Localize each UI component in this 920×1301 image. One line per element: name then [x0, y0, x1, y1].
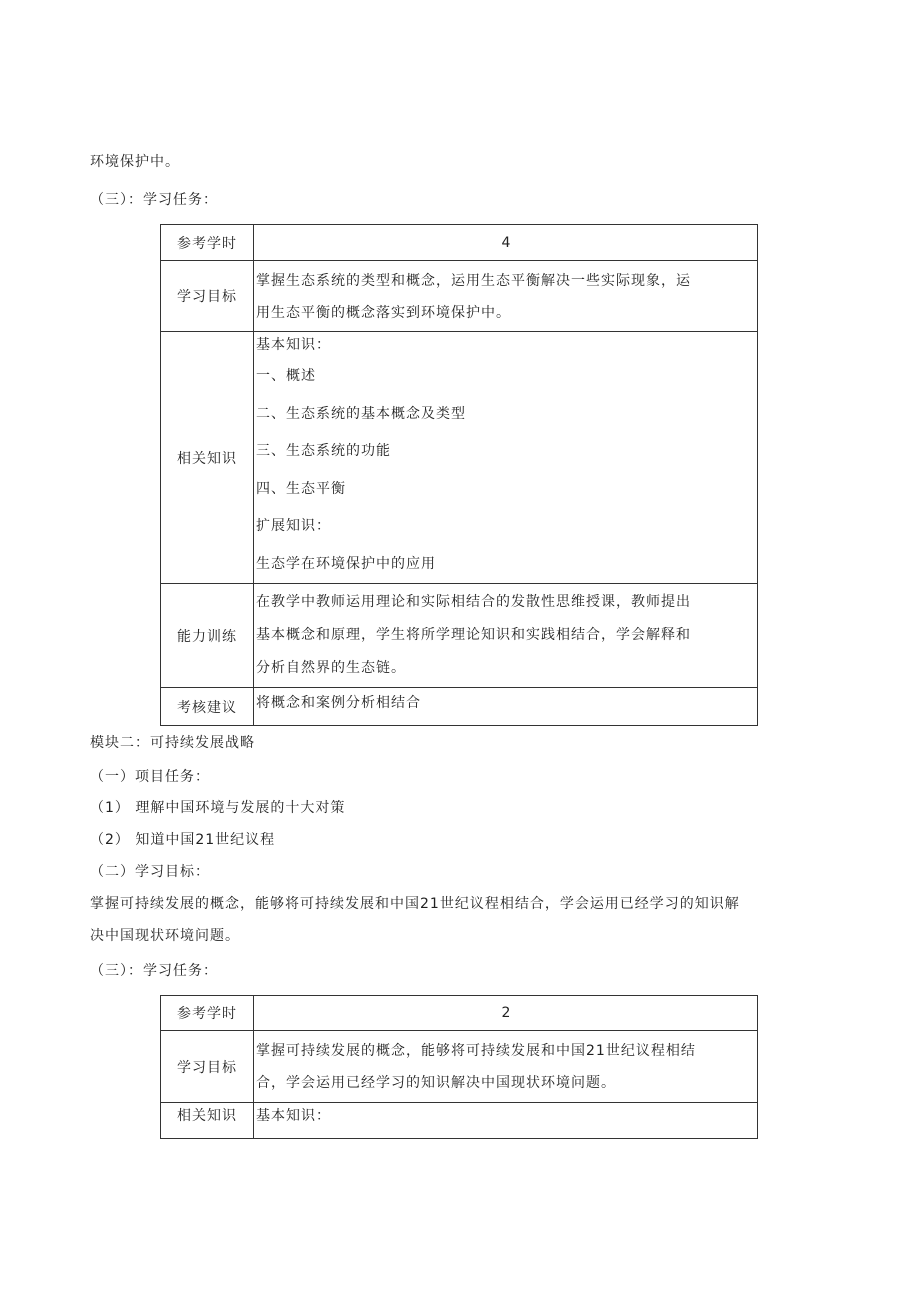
knowledge-line: 四、生态平衡 — [256, 480, 346, 497]
ability-cell — [254, 584, 758, 688]
section-heading-tasks: （三）：学习任务： — [90, 963, 218, 979]
hours-label: 参考学时 — [161, 996, 254, 1031]
knowledge-line: 二、生态系统的基本概念及类型 — [256, 405, 466, 422]
goal-line: 合，学会运用已经学习的知识解决中国现状环境问题。 — [256, 1075, 616, 1091]
knowledge-line: 一、概述 — [256, 368, 316, 384]
section-heading-tasks: （三）：学习任务： — [90, 192, 218, 208]
learning-goals-paragraph — [90, 888, 830, 952]
knowledge-label: 相关知识 — [161, 1103, 254, 1139]
paragraph-line: 决中国现状环境问题。 — [90, 928, 240, 944]
goal-cell — [254, 261, 758, 332]
knowledge-cell — [254, 332, 758, 584]
hours-value: 2 — [254, 996, 758, 1031]
task-item: （1） 理解中国环境与发展的十大对策 — [90, 800, 346, 816]
learning-task-table-2 — [160, 995, 758, 1139]
learning-task-table-1 — [160, 224, 758, 726]
goal-line: 掌握可持续发展的概念，能够将可持续发展和中国21世纪议程相结 — [256, 1043, 696, 1059]
goal-line: 用生态平衡的概念落实到环境保护中。 — [256, 305, 511, 321]
task-item: （2） 知道中国21世纪议程 — [90, 832, 276, 848]
knowledge-line: 扩展知识： — [256, 518, 331, 534]
hours-label: 参考学时 — [161, 225, 254, 261]
knowledge-first-line: 基本知识： — [254, 1103, 758, 1139]
assessment-label: 考核建议 — [161, 688, 254, 726]
assessment-value: 将概念和案例分析相结合 — [254, 688, 758, 726]
intro-line: 环境保护中。 — [90, 154, 180, 170]
knowledge-label: 相关知识 — [161, 332, 254, 584]
module-title: 模块二：可持续发展战略 — [90, 735, 255, 751]
goal-line: 掌握生态系统的类型和概念，运用生态平衡解决一些实际现象，运 — [256, 273, 691, 289]
ability-label: 能力训练 — [161, 584, 254, 688]
ability-line: 分析自然界的生态链。 — [256, 660, 406, 676]
goal-label: 学习目标 — [161, 261, 254, 332]
ability-line: 基本概念和原理，学生将所学理论知识和实践相结合，学会解释和 — [256, 627, 691, 643]
knowledge-line: 三、生态系统的功能 — [256, 443, 391, 459]
learning-goals-heading: （二）学习目标： — [90, 864, 210, 880]
knowledge-line: 生态学在环境保护中的应用 — [256, 555, 436, 572]
goal-cell — [254, 1031, 758, 1103]
ability-line: 在教学中教师运用理论和实际相结合的发散性思维授课，教师提出 — [256, 594, 691, 610]
goal-label: 学习目标 — [161, 1031, 254, 1103]
knowledge-line: 基本知识： — [256, 337, 331, 353]
project-tasks-heading: （一）项目任务： — [90, 769, 210, 785]
hours-value: 4 — [254, 225, 758, 261]
paragraph-line: 掌握可持续发展的概念，能够将可持续发展和中国21世纪议程相结合，学会运用已经学习的知识解 — [90, 896, 740, 912]
